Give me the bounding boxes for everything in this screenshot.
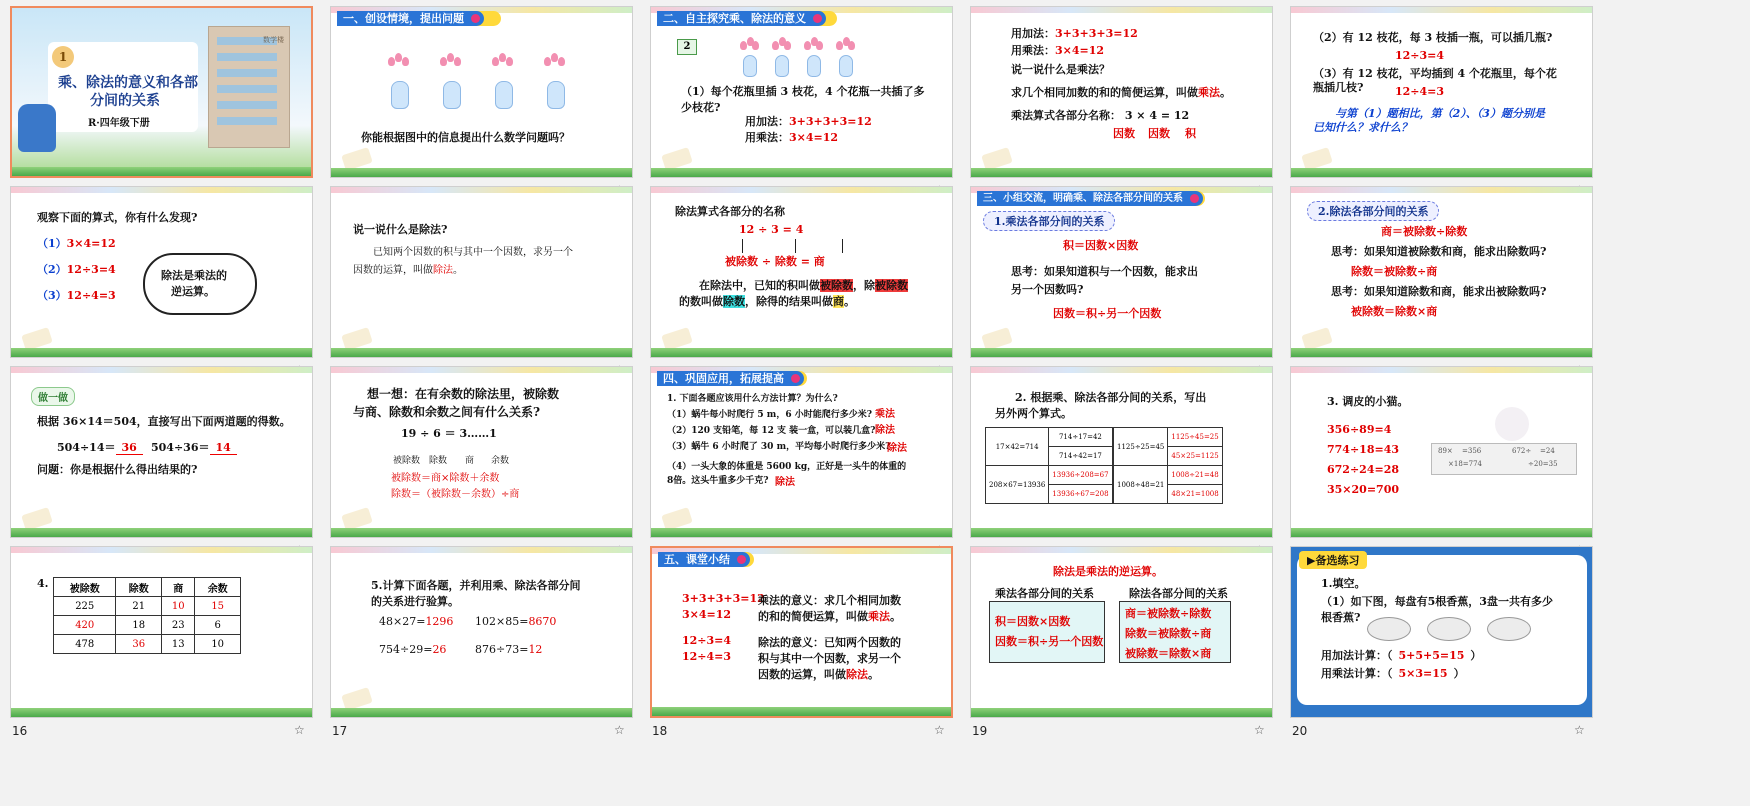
slide-canvas — [330, 6, 633, 178]
table-row — [54, 635, 241, 654]
cell-given: 1008÷48=21 — [1114, 466, 1168, 504]
slide-canvas — [650, 186, 953, 358]
slide-title-line2: 分间的关系 — [90, 93, 160, 109]
answer-mul: 5×3=15 — [1398, 667, 1448, 680]
paren-close: ） — [1453, 667, 1465, 680]
slide-title-line1: 乘、除法的意义和各部 — [58, 75, 198, 91]
slide-number: 19 — [972, 724, 988, 738]
desc-5: 。 — [844, 295, 855, 308]
div-relation-3: 被除数＝除数×商 — [1125, 647, 1212, 660]
parts-text: 乘法算式各部分名称： 3 × 4 = 12 — [1011, 109, 1190, 122]
period: 。 — [868, 668, 879, 681]
slide-canvas — [330, 546, 633, 718]
question-text: 说一说什么是乘法？ — [1011, 63, 1110, 76]
example-tag: 2 — [677, 39, 697, 55]
definition-term: 乘法 — [1198, 86, 1220, 99]
cell-answer: 714÷42=17 — [1049, 447, 1112, 466]
expr-2: 504÷36＝ — [151, 441, 210, 454]
practice-tag: ▶备选练习 — [1299, 551, 1367, 569]
cell-answer: 48×21=1008 — [1168, 485, 1222, 504]
label-mul: 用乘法计算：（ — [1321, 667, 1393, 680]
division-equation: 12 ÷ 3 = 4 — [739, 223, 804, 236]
expr-3: 754÷29= — [379, 643, 433, 656]
problem-3: （3）蜗牛 6 小时爬了 30 m，平均每小时爬行多少米? — [667, 442, 891, 452]
sum-expression: 3+3+3+3=12 — [682, 592, 765, 605]
formula-2: 除数＝（被除数－余数）÷商 — [391, 489, 520, 500]
expr-2: 102×85= — [475, 615, 529, 628]
answer-4: 除法 — [775, 477, 795, 488]
table-a — [985, 427, 1113, 504]
slide-title: 除法算式各部分的名称 — [675, 205, 785, 218]
exercise-label: 4. — [37, 577, 49, 590]
definition-line1: 已知两个因数的积与其中一个因数，求另一个 — [373, 247, 573, 258]
answer-mul: 3×4=12 — [789, 131, 839, 144]
name-factor-2: 因数 — [1148, 127, 1170, 140]
slide-canvas — [970, 546, 1273, 718]
answer-1: 36 — [116, 441, 143, 455]
lesson-badge: 1 — [52, 46, 74, 68]
section-header: 三、小组交流，明确乘、除法各部分间的关系 — [977, 191, 1203, 206]
definition-end: 。 — [1220, 86, 1231, 99]
definition-term: 除法 — [433, 265, 453, 276]
building-sign: 数学楼 — [263, 36, 284, 44]
task-title: 1.填空。 — [1321, 577, 1366, 590]
equation-3: 12÷4=3 — [66, 289, 116, 302]
answer-add: 3+3+3+3=12 — [1055, 27, 1138, 40]
cell-given: 208×67=13936 — [986, 466, 1049, 504]
title-line2: 的关系进行验算。 — [371, 595, 459, 608]
slide-canvas — [1290, 366, 1593, 538]
answer-add: 5+5+5=15 — [1398, 649, 1465, 662]
paren-close: ） — [1470, 649, 1482, 662]
table-cell: 15 — [195, 597, 241, 616]
cell-answer: 1125÷45=25 — [1168, 428, 1222, 447]
cell-given: 17×42=714 — [986, 428, 1049, 466]
mul-meaning-line2: 的和的简便运算，叫做 — [758, 610, 868, 623]
desc-1: 在除法中，已知的积叫做 — [699, 279, 820, 292]
slide-canvas — [1290, 6, 1593, 178]
table-cell: 18 — [116, 616, 162, 635]
star-icon[interactable]: ☆ — [294, 723, 305, 737]
desc-2: ，除 — [853, 279, 875, 292]
definition-line2: 因数的运算，叫做 — [353, 265, 433, 276]
definition-end: 。 — [453, 265, 463, 276]
table-cell: 420 — [54, 616, 116, 635]
slide-canvas — [650, 6, 953, 178]
slide-thumb-7[interactable] — [330, 186, 635, 381]
table-row — [1114, 466, 1223, 485]
equation-3: 672÷24=28 — [1327, 463, 1400, 476]
problem-1: （1）蜗牛每小时爬行 5 m，6 小时能爬行多少米? — [667, 410, 872, 420]
slide-canvas — [970, 186, 1273, 358]
question-line2: 与商、除数和余数之间有什么关系? — [353, 405, 541, 419]
slide-thumb-18[interactable] — [650, 546, 955, 741]
section-header: 五、课堂小结 — [658, 552, 750, 567]
slide-canvas — [970, 6, 1273, 178]
card-text: =356 — [1462, 447, 1482, 455]
answer-4: 12 — [528, 643, 543, 656]
question-text: 观察下面的算式，你有什么发现? — [37, 211, 198, 224]
table-row — [986, 428, 1113, 447]
cell-answer: 13936÷67=208 — [1049, 485, 1112, 504]
term-quotient: 商 — [833, 295, 844, 308]
slide-canvas — [10, 546, 313, 718]
cat-icon — [1495, 407, 1529, 441]
term-divisor: 除数 — [723, 295, 745, 308]
star-icon[interactable]: ☆ — [614, 723, 625, 737]
think-line2: 思考：如果知道除数和商，能求出被除数吗? — [1331, 285, 1547, 298]
cloud-line2: 逆运算。 — [171, 285, 215, 298]
equation-1: 3×4=12 — [66, 237, 116, 250]
answer-2: 除法 — [875, 425, 895, 436]
slide-thumb-3[interactable] — [650, 6, 955, 201]
div-meaning-line3: 因数的运算，叫做 — [758, 668, 846, 681]
cell-answer: 45×25=1125 — [1168, 447, 1222, 466]
slide-thumb-15[interactable] — [1290, 366, 1595, 561]
slide-canvas — [330, 186, 633, 358]
cell-given: 1125÷25=45 — [1114, 428, 1168, 466]
subsection-pill: 2.除法各部分间的关系 — [1307, 201, 1439, 221]
table-row — [54, 597, 241, 616]
slide-thumb-12[interactable] — [330, 366, 635, 561]
practice-tag: 做一做 — [31, 387, 75, 406]
cell-answer: 714÷17=42 — [1049, 428, 1112, 447]
table-cell: 10 — [162, 597, 195, 616]
card-text: =24 — [1540, 447, 1555, 455]
mul-term: 乘法 — [868, 610, 890, 623]
problem-line1: （1）每个花瓶里插 3 枝花，4 个花瓶一共插了多 — [681, 85, 925, 98]
problem-2: （2）120 支铅笔，每 12 支 装一盒，可以装几盒? — [667, 426, 876, 436]
mul-relations-box — [989, 601, 1105, 663]
expr-1: 504÷14＝ — [57, 441, 116, 454]
subsection-pill: 1.乘法各部分间的关系 — [983, 211, 1115, 231]
compare-line1: 与第（1）题相比，第（2）、（3）题分别是 — [1335, 107, 1545, 120]
div-relation-1: 商＝被除数÷除数 — [1125, 607, 1212, 620]
column-header: 商 — [162, 578, 195, 597]
table-b — [1113, 427, 1223, 504]
slide-thumb-19[interactable] — [970, 546, 1275, 741]
column-header: 除数 — [116, 578, 162, 597]
title-line1: 2. 根据乘、除法各部分间的关系，写出 — [1015, 391, 1207, 404]
answer-2: 12÷3=4 — [1395, 49, 1445, 62]
card-text: 89× — [1438, 447, 1453, 455]
think-line1: 思考：如果知道被除数和商，能求出除数吗? — [1331, 245, 1547, 258]
star-icon[interactable]: ☆ — [1574, 723, 1585, 737]
problem-line2: 少枝花? — [681, 101, 721, 114]
formula-1: 被除数＝商×除数＋余数 — [391, 473, 500, 484]
name-factor-1: 因数 — [1113, 127, 1135, 140]
answer-2: 8670 — [528, 615, 557, 628]
slide-thumb-14[interactable] — [970, 366, 1275, 561]
slide-thumb-2[interactable] — [330, 6, 635, 201]
answer-3: 26 — [432, 643, 447, 656]
table-cell: 23 — [162, 616, 195, 635]
ask-text: 问题：你是根据什么得出结果的? — [37, 463, 198, 476]
div-term: 除法 — [846, 668, 868, 681]
title-line1: 5.计算下面各题，并利用乘、除法各部分间 — [371, 579, 581, 592]
cards-image — [1431, 443, 1577, 475]
index-3: （3） — [37, 289, 67, 302]
question-text: 说一说什么是除法? — [353, 223, 448, 236]
star-icon[interactable]: ☆ — [1254, 723, 1265, 737]
card-text: ÷20=35 — [1528, 460, 1558, 468]
name-remainder: 余数 — [491, 456, 510, 466]
formula-1: 商＝被除数÷除数 — [1381, 225, 1468, 238]
slide-thumb-4[interactable] — [970, 6, 1275, 201]
period: 。 — [890, 610, 901, 623]
task-line1: （1）如下图，每盘有5根香蕉，3盘一共有多少 — [1321, 595, 1553, 608]
think-line2: 另一个因数吗? — [1011, 283, 1084, 296]
table-cell: 10 — [195, 635, 241, 654]
mul-relation-2: 因数＝积÷另一个因数 — [995, 635, 1104, 648]
slide-thumb-1[interactable] — [10, 6, 315, 201]
answer-2: 14 — [210, 441, 237, 455]
division-table — [53, 577, 241, 654]
formula-3: 被除数＝除数×商 — [1351, 305, 1438, 318]
building-image — [208, 26, 290, 148]
compare-line2: 已知什么？求什么？ — [1313, 121, 1412, 134]
answer-1: 1296 — [425, 615, 454, 628]
table-header — [54, 578, 241, 597]
equation-4: 35×20=700 — [1327, 483, 1400, 496]
answer-1: 乘法 — [875, 409, 895, 420]
slide-canvas — [10, 6, 313, 178]
problem-4-line1: （4）一头大象的体重是 5600 kg，正好是一头牛的体重的 — [667, 462, 907, 472]
div-meaning-line1: 除法的意义：已知两个因数的 — [758, 636, 901, 649]
label-mul: 用乘法： — [745, 131, 789, 144]
question-text: 你能根据图中的信息提出什么数学问题吗？ — [361, 131, 570, 144]
table-cell: 478 — [54, 635, 116, 654]
table-cell: 21 — [116, 597, 162, 616]
summary-title: 除法是乘法的逆运算。 — [1053, 565, 1163, 578]
slide-number: 20 — [1292, 724, 1308, 738]
exercise-title: 1. 下面各题应该用什么方法计算？为什么? — [667, 394, 838, 404]
index-2: （2） — [37, 263, 67, 276]
column-header: 被除数 — [54, 578, 116, 597]
answer-add: 3+3+3+3=12 — [789, 115, 872, 128]
slide-thumb-11[interactable] — [10, 366, 315, 561]
slide-canvas — [10, 366, 313, 538]
index-1: （1） — [37, 237, 67, 250]
question-text: 根据 36×14＝504，直接写出下面两道题的得数。 — [37, 415, 291, 428]
slide-subtitle: R·四年级下册 — [88, 118, 150, 129]
slide-number: 18 — [652, 724, 668, 738]
part-names: 被除数 ÷ 除数 = 商 — [725, 255, 825, 268]
div-relations-heading: 除法各部分间的关系 — [1129, 587, 1228, 600]
slide-canvas — [1290, 546, 1593, 718]
section-header: 一、创设情境，提出问题 — [337, 11, 484, 26]
cloud-line1: 除法是乘法的 — [161, 269, 227, 282]
slide-canvas — [330, 366, 633, 538]
section-header: 四、巩固应用，拓展提高 — [657, 371, 804, 386]
mul-relation-1: 积＝因数×因数 — [995, 615, 1071, 628]
slide-canvas — [650, 546, 953, 718]
definition-text: 求几个相同加数的和的简便运算，叫做 — [1011, 86, 1198, 99]
answer-3: 除法 — [887, 443, 907, 454]
slide-title: 3. 调皮的小猫。 — [1327, 395, 1409, 408]
slide-number: 16 — [12, 724, 28, 738]
name-dividend: 被除数 — [393, 456, 421, 466]
table-row — [986, 466, 1113, 485]
formula-1: 积＝因数×因数 — [1063, 239, 1139, 252]
backpack-icon — [18, 104, 56, 152]
expr-1: 48×27= — [379, 615, 426, 628]
card-text: 672÷ — [1512, 447, 1532, 455]
title-line2: 另外两个算式。 — [995, 407, 1072, 420]
question-line1: 想一想：在有余数的除法里，被除数 — [367, 387, 560, 401]
slide-canvas — [10, 186, 313, 358]
desc-4: ，除得的结果叫做 — [745, 295, 833, 308]
section-header: 二、自主探究乘、除法的意义 — [657, 11, 826, 26]
remainder-equation: 19 ÷ 6 ＝ 3……1 — [401, 427, 497, 440]
slide-thumb-5[interactable] — [1290, 6, 1595, 201]
card-text: ×18=774 — [1448, 460, 1482, 468]
equation-2: 774÷18=43 — [1327, 443, 1400, 456]
answer-3: 12÷4=3 — [1395, 85, 1445, 98]
table-row — [54, 616, 241, 635]
division-expression-1: 12÷3=4 — [682, 634, 732, 647]
equation-2: 12÷3=4 — [66, 263, 116, 276]
label-add: 用加法： — [745, 115, 789, 128]
name-divisor: 除数 — [429, 456, 448, 466]
equation-1: 356÷89=4 — [1327, 423, 1392, 436]
desc-3: 的数叫做 — [679, 295, 723, 308]
question-2: （2）有 12 枝花，每 3 枝插一瓶，可以插几瓶? — [1313, 31, 1553, 44]
slide-number: 17 — [332, 724, 348, 738]
task-line2: 根香蕉? — [1321, 611, 1361, 624]
table-cell: 13 — [162, 635, 195, 654]
name-product: 积 — [1185, 127, 1196, 140]
problem-4-line2: 8倍。这头牛重多少千克? — [667, 476, 769, 486]
label-mul: 用乘法： — [1011, 44, 1055, 57]
table-cell: 225 — [54, 597, 116, 616]
column-header: 余数 — [195, 578, 241, 597]
label-add: 用加法计算：（ — [1321, 649, 1393, 662]
slide-sorter — [10, 6, 1750, 806]
expr-4: 876÷73= — [475, 643, 529, 656]
term-dividend-2: 被除数 — [875, 279, 908, 292]
mul-relations-heading: 乘法各部分间的关系 — [995, 587, 1094, 600]
div-meaning-line2: 积与其中一个因数，求另一个 — [758, 652, 901, 665]
slide-thumb-20[interactable] — [1290, 546, 1595, 741]
cell-answer: 1008÷21=48 — [1168, 466, 1222, 485]
think-line1: 思考：如果知道积与一个因数，能求出 — [1011, 265, 1198, 278]
slide-thumb-16[interactable] — [10, 546, 315, 741]
name-quotient: 商 — [465, 456, 475, 466]
slide-thumb-8[interactable] — [650, 186, 955, 381]
slide-canvas — [1290, 186, 1593, 358]
slide-canvas — [970, 366, 1273, 538]
table-cell: 6 — [195, 616, 241, 635]
formula-2: 除数＝被除数÷商 — [1351, 265, 1438, 278]
cell-answer: 13936÷208=67 — [1049, 466, 1112, 485]
table-cell: 36 — [116, 635, 162, 654]
product-expression: 3×4=12 — [682, 608, 732, 621]
star-icon[interactable]: ☆ — [934, 723, 945, 737]
slide-thumb-6[interactable] — [10, 186, 315, 381]
answer-mul: 3×4=12 — [1055, 44, 1105, 57]
slide-canvas — [650, 366, 953, 538]
slide-thumb-17[interactable] — [330, 546, 635, 741]
term-dividend: 被除数 — [820, 279, 853, 292]
question-3-line1: （3）有 12 枝花，平均插到 4 个花瓶里，每个花 — [1313, 67, 1557, 80]
slide-thumb-10[interactable] — [1290, 186, 1595, 381]
div-relation-2: 除数＝被除数÷商 — [1125, 627, 1212, 640]
question-3-line2: 瓶插几枝? — [1313, 81, 1364, 94]
slide-thumb-9[interactable] — [970, 186, 1275, 381]
slide-thumb-13[interactable] — [650, 366, 955, 561]
label-add: 用加法： — [1011, 27, 1055, 40]
formula-2: 因数＝积÷另一个因数 — [1053, 307, 1162, 320]
table-row — [1114, 428, 1223, 447]
mul-meaning-line1: 乘法的意义：求几个相同加数 — [758, 594, 901, 607]
division-expression-2: 12÷4=3 — [682, 650, 732, 663]
